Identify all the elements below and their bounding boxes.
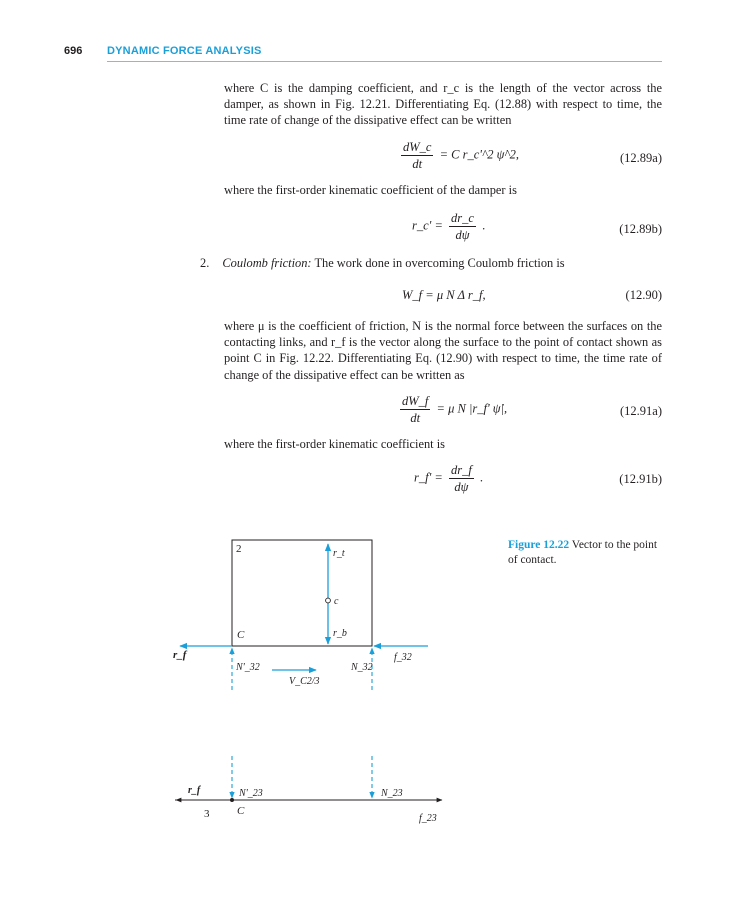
eq3-number: (12.90) xyxy=(625,288,662,302)
caption-label: Figure 12.22 xyxy=(508,539,570,551)
label-rf-lower: r_f xyxy=(188,785,201,796)
item2-title: Coulomb friction: xyxy=(222,256,312,270)
label-N32: N_32 xyxy=(351,662,373,673)
label-link2: 2 xyxy=(236,543,242,555)
para2-text: where the first-order kinematic coefficient of the damper is xyxy=(224,183,517,197)
page-number: 696 xyxy=(64,45,83,57)
eq5-number: (12.91b) xyxy=(619,472,662,486)
para1-text: where C is the damping coefficient, and r_c is the length of the vector across the damper, as shown in Fig. 12.21. Differentiating Eq. (12.88) with respect to time, the time rate of change of the dissipative effect can be written xyxy=(224,81,662,128)
eq1-denominator: dt xyxy=(412,157,423,171)
eq4-numerator: dW_f xyxy=(402,394,429,408)
eq5-denominator: dψ xyxy=(454,480,469,494)
eq1-rhs: = C r_c'^2 ψ̇^2, xyxy=(439,147,520,162)
item2-number: 2. xyxy=(200,256,210,270)
label-f23: f_23 xyxy=(419,813,437,824)
label-N32-prime: N'_32 xyxy=(236,662,260,673)
eq2-denominator: dψ xyxy=(455,228,470,242)
eq2-lhs: r_c' = xyxy=(412,218,443,233)
eq3-text: W_f = μ N Δ r_f, xyxy=(402,288,486,302)
label-N23: N_23 xyxy=(381,788,403,799)
eq2-number: (12.89b) xyxy=(619,222,662,236)
caption-text: Vector to the point of contact. xyxy=(508,539,658,566)
eq1-numerator: dW_c xyxy=(403,140,432,154)
label-link3: 3 xyxy=(204,808,210,820)
eq4-number: (12.91a) xyxy=(620,404,662,418)
label-N23-prime: N'_23 xyxy=(239,788,263,799)
label-rb: r_b xyxy=(333,628,347,639)
point-c xyxy=(326,598,331,603)
eq4-denominator: dt xyxy=(410,411,421,425)
eq2-tail: . xyxy=(482,218,486,233)
para4-text: where the first-order kinematic coefficient is xyxy=(224,437,445,451)
label-rf-upper: r_f xyxy=(173,649,187,661)
label-rt: r_t xyxy=(333,548,345,559)
label-c: c xyxy=(334,596,339,607)
eq5-lhs: r_f' = xyxy=(414,470,443,485)
eq5-tail: . xyxy=(479,470,484,485)
label-C-lower: C xyxy=(237,805,245,817)
item2-text: The work done in overcoming Coulomb friction is xyxy=(314,256,565,270)
contact-point-lower xyxy=(230,798,234,802)
para3-text: where μ is the coefficient of friction, N is the normal force between the surfaces on the contacting links, and r_f is the vector along the surface to the point of contact shown as point C in Fig. 12.22. Differentiating Eq. (12.90) with respect to time, the time rate of change of the dissipative effect can be written as xyxy=(224,319,662,382)
label-f32: f_32 xyxy=(394,652,412,663)
eq2-numerator: dr_c xyxy=(451,211,474,225)
eq1-number: (12.89a) xyxy=(620,151,662,165)
label-vC23: V_C2/3 xyxy=(289,676,320,687)
link-2-block xyxy=(232,540,372,646)
eq5-numerator: dr_f xyxy=(450,463,472,477)
label-C-upper: C xyxy=(237,629,245,641)
eq4-rhs: = μ N |r_f' ψ̇|, xyxy=(436,401,508,416)
running-title: DYNAMIC FORCE ANALYSIS xyxy=(107,45,262,57)
